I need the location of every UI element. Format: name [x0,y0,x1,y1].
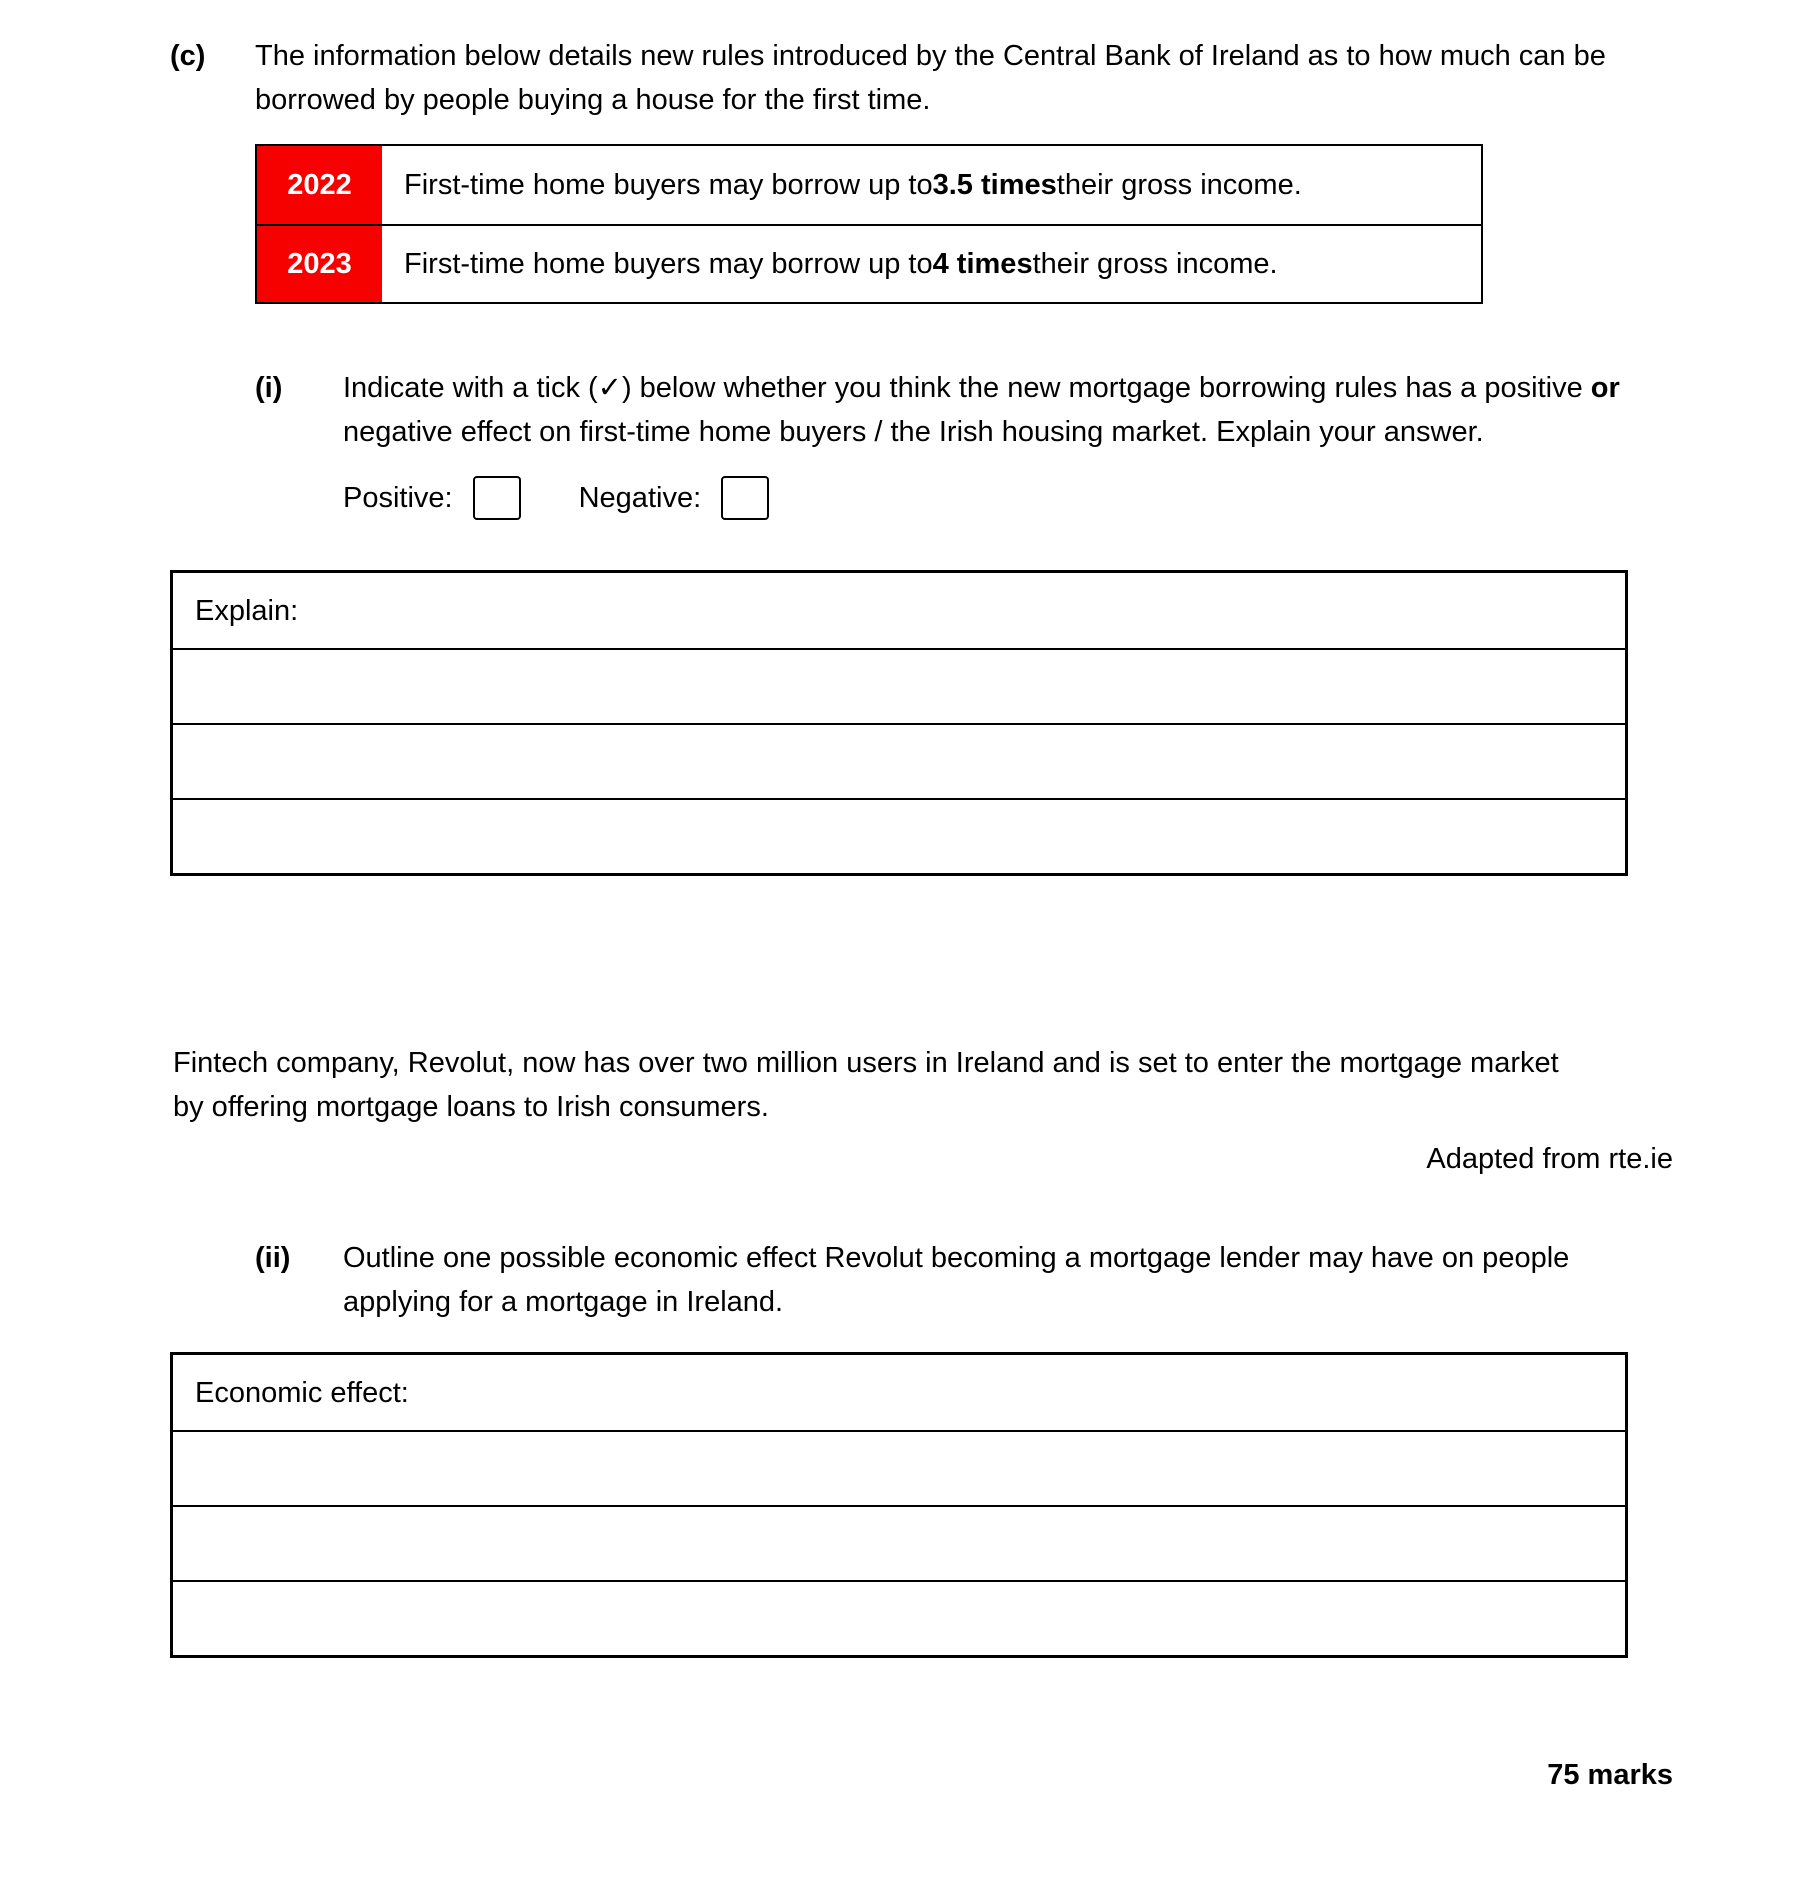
part-i-label: (i) [255,372,283,404]
rule-2023-prefix: First-time home buyers may borrow up to [404,248,933,280]
rule-2023-suffix: their gross income. [1032,248,1278,280]
part-c-label: (c) [170,40,206,72]
rule-text-2022 [382,146,1481,224]
negative-label: Negative: [578,482,702,514]
table-row [257,146,1481,224]
part-ii-label: (ii) [255,1242,291,1274]
rule-text-2023 [382,226,1481,302]
economic-answer-line[interactable] [173,1580,1625,1655]
economic-effect-box [170,1352,1628,1658]
economic-answer-line[interactable] [173,1505,1625,1580]
part-c-text: The information below details new rules introduced by the Central Bank of Ireland as to how much can be borrowed by people buying a house for the first time. [255,40,1606,116]
part-i-text [343,366,1643,454]
explain-answer-line[interactable] [173,723,1625,798]
question-c [170,34,1673,122]
economic-label-row [173,1355,1625,1430]
part-i-text-start: Indicate with a tick (✓) below whether you think the new mortgage borrowing rules has a positive [343,372,1591,404]
rule-2022-prefix: First-time home buyers may borrow up to [404,169,933,201]
explain-label-row [173,573,1625,648]
explain-box [170,570,1628,876]
rule-2023-bold: 4 times [932,248,1033,280]
part-i-text-or: or [1590,372,1620,404]
part-i-text-end: negative effect on first-time home buyers / the Irish housing market. Explain your answer. [343,416,1484,448]
table-row [257,224,1481,302]
positive-checkbox[interactable] [473,476,521,520]
source-attribution: Adapted from rte.ie [1426,1143,1673,1175]
rule-2022-bold: 3.5 times [932,169,1057,201]
total-marks: 75 marks [1547,1759,1673,1791]
borrowing-rules-table [255,144,1483,304]
tick-row [343,476,1673,520]
year-cell-2022: 2022 [257,146,382,224]
explain-answer-line[interactable] [173,798,1625,873]
negative-checkbox[interactable] [721,476,769,520]
economic-effect-label: Economic effect: [195,1376,409,1409]
part-ii-text: Outline one possible economic effect Revolut becoming a mortgage lender may have on people applying for a mortgage in Ireland. [343,1242,1570,1318]
positive-label: Positive: [343,482,453,514]
question-i [255,366,1673,454]
question-ii [255,1236,1673,1324]
rule-2022-suffix: their gross income. [1056,169,1302,201]
economic-answer-line[interactable] [173,1430,1625,1505]
explain-label: Explain: [195,594,299,627]
fintech-paragraph: Fintech company, Revolut, now has over two million users in Ireland and is set to enter the mortgage market by offering mortgage loans to Irish consumers. [173,1047,1559,1123]
year-cell-2023: 2023 [257,226,382,302]
explain-answer-line[interactable] [173,648,1625,723]
